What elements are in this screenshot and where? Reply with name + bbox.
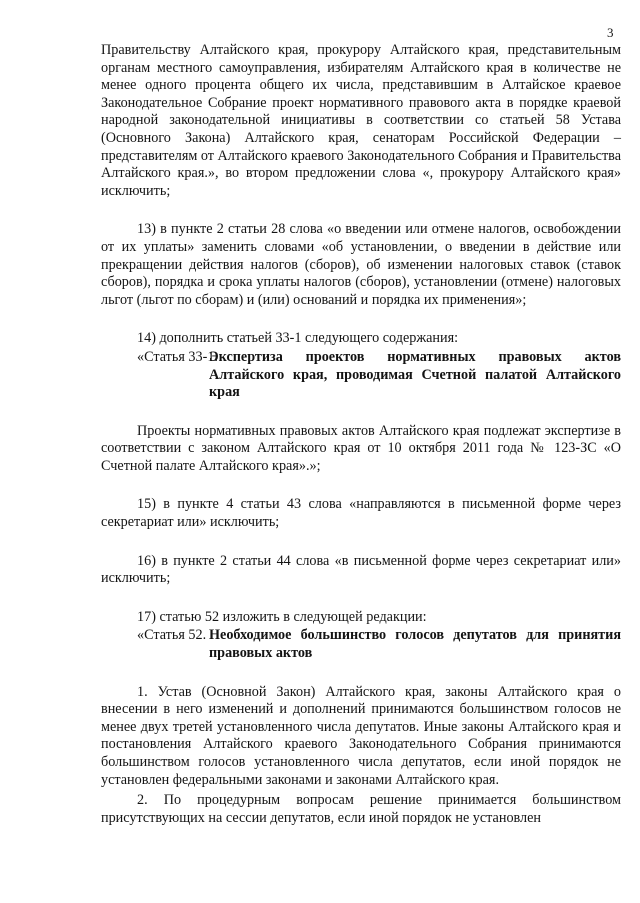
paragraph-continuation: Правительству Алтайского края, прокурору Алтайского края, представительным органам местного самоуправления, избирателям Алтайского края в количестве не менее одного процента общего их числа, представившим в Алтайское краевое Законодательное Собрание проект нормативного правового акта в порядке краевой народной законодательной инициативы в соответствии со статьей 58 Устава (Основного Закона) Алтайского края, сенаторам Российской Федерации – представителям от Алтайского краевого Законодательного Собрания и Правительства Алтайского края.», во втором предложении слова «, прокурору Алтайского края» исключить; (101, 42, 621, 199)
article-33-1-number: «Статья 33-1. (137, 348, 218, 365)
paragraph-item-14: 14) дополнить статьей 33-1 следующего содержания: (137, 330, 459, 347)
paragraph-item-15: 15) в пункте 4 статьи 43 слова «направляются в письменной форме через секретариат или» исключить; (101, 496, 621, 531)
article-52-title: Необходимое большинство голосов депутатов для принятия правовых актов (209, 627, 621, 662)
document-body (101, 42, 621, 827)
article-33-1-title: Экспертиза проектов нормативных правовых актов Алтайского края, проводимая Счетной палатой Алтайского края (209, 348, 621, 401)
page-number: 3 (607, 25, 614, 40)
article-33-1-heading (101, 349, 621, 402)
paragraph-item-16: 16) в пункте 2 статьи 44 слова «в письменной форме через секретариат или» исключить; (101, 552, 621, 587)
paragraph-item-17: 17) статью 52 изложить в следующей редакции: (137, 608, 427, 625)
article-52-point-1: 1. Устав (Основной Закон) Алтайского края, законы Алтайского края о внесении в него изменений и дополнений принимаются большинством голосов не менее двух третей установленного числа депутатов. Иные законы Алтайского края и постановления Алтайского краевого Законодательного Собрания принимаются большинством голосов установленного числа депутатов, если иной порядок не установлен федеральными законами и законами Алтайского края. (101, 683, 621, 788)
article-52-heading (101, 627, 621, 662)
article-52-point-2: 2. По процедурным вопросам решение принимается большинством присутствующих на сессии депутатов, если иной порядок не установлен (101, 792, 621, 826)
article-52-number: «Статья 52. (137, 627, 207, 644)
article-33-1-text: Проекты нормативных правовых актов Алтайского края подлежат экспертизе в соответствии с законом Алтайского края от 10 октября 2011 года № 123-ЗС «О Счетной палате Алтайского края».»; (101, 422, 621, 474)
paragraph-item-13: 13) в пункте 2 статьи 28 слова «о введении или отмене налогов, освобождении от их уплаты» заменить словами «об установлении, о введении в действие или прекращении действия налогов (сборов), об изменении налоговых ставок (ставок сборов), порядка и срока уплаты налогов (сборов), установлении (отмене) налоговых льгот (льгот по сборам) и (или) оснований и порядка их применения»; (101, 221, 621, 308)
